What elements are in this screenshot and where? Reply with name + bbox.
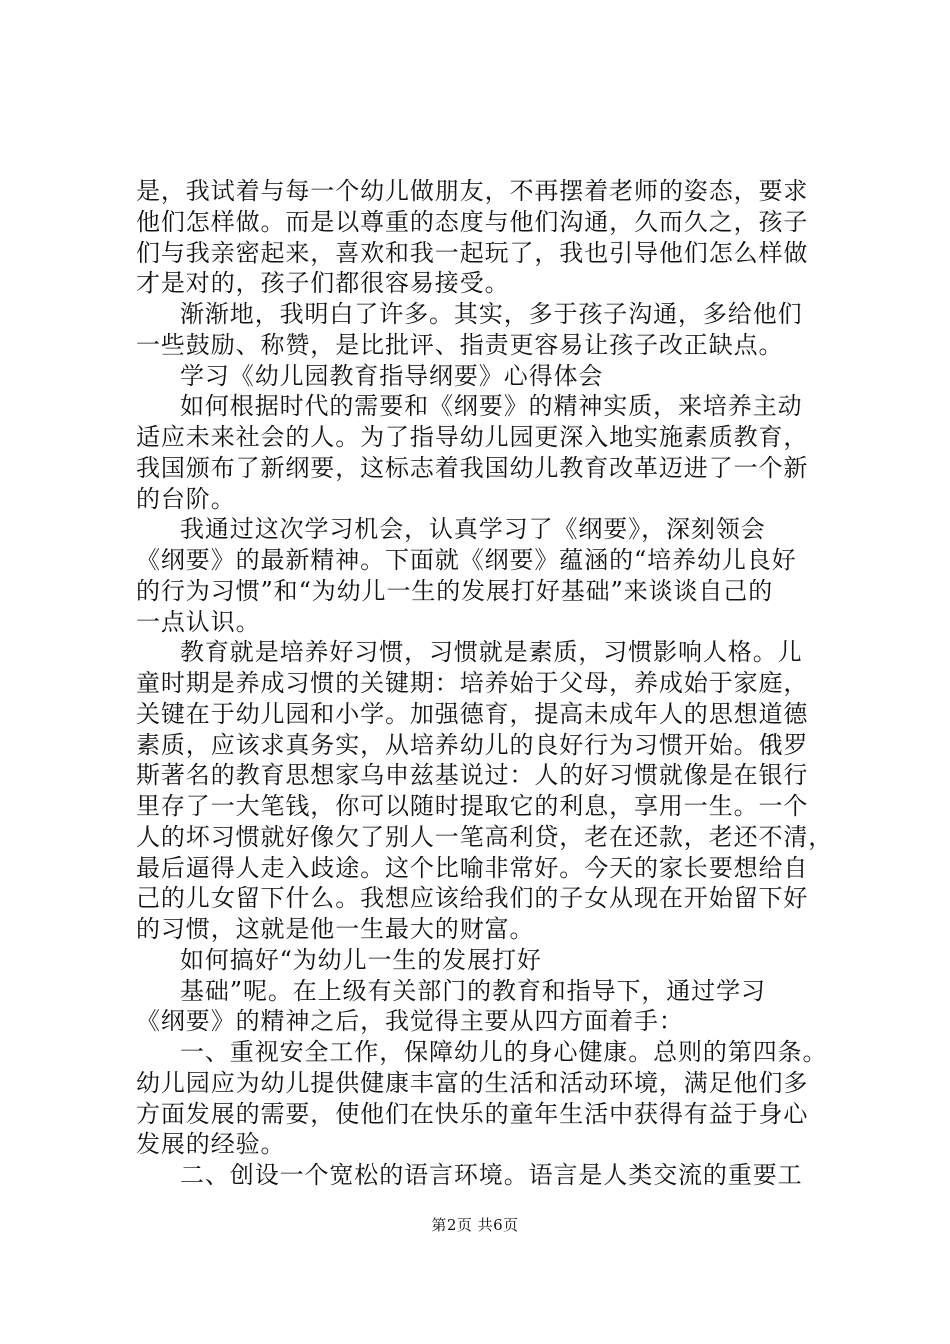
- text-line: 一点认识。: [136, 607, 261, 636]
- document-body: [136, 176, 856, 1191]
- text-line: 学习《幼儿园教育指导纲要》心得体会: [180, 361, 604, 390]
- text-line: 方面发展的需要，使他们在快乐的童年生活中获得有益于身心: [136, 1099, 809, 1128]
- text-line: 我国颁布了新纲要，这标志着我国幼儿教育改革迈进了一个新: [136, 453, 809, 482]
- text-line: 们与我亲密起来，喜欢和我一起玩了，我也引导他们怎么样做: [136, 238, 809, 267]
- text-line: 才是对的，孩子们都很容易接受。: [136, 269, 510, 298]
- text-line: 己的儿女留下什么。我想应该给我们的子女从现在开始留下好: [136, 884, 809, 913]
- text-line: 二、创设一个宽松的语言环境。语言是人类交流的重要工: [180, 1161, 803, 1189]
- text-line: 最后逼得人走入歧途。这个比喻非常好。今天的家长要想给自: [136, 853, 809, 882]
- text-line: 童时期是养成习惯的关键期：培养始于父母，养成始于家庭，: [136, 669, 809, 697]
- text-line: 发展的经验。: [136, 1130, 286, 1159]
- text-line: 如何根据时代的需要和《纲要》的精神实质，来培养主动: [180, 392, 803, 421]
- text-line: 的行为习惯”和“为幼儿一生的发展打好基础”来谈谈自己的: [136, 576, 774, 605]
- text-line: 里存了一大笔钱，你可以随时提取它的利息，享用一生。一个: [136, 792, 809, 820]
- text-line: 斯著名的教育思想家乌申兹基说过：人的好习惯就像是在银行: [136, 761, 809, 790]
- text-line: 《纲要》的最新精神。下面就《纲要》蕴涵的“培养幼儿良好: [136, 546, 797, 574]
- text-line: 教育就是培养好习惯，习惯就是素质，习惯影响人格。儿: [180, 638, 803, 667]
- page-footer: 第2页 共6页: [431, 1216, 519, 1234]
- text-line: 的台阶。: [136, 484, 236, 513]
- text-line: 如何搞好“为幼儿一生的发展打好: [180, 945, 542, 974]
- text-line: 幼儿园应为幼儿提供健康丰富的生活和活动环境，满足他们多: [136, 1068, 809, 1097]
- text-line: 适应未来社会的人。为了指导幼儿园更深入地实施素质教育，: [136, 423, 809, 451]
- text-line: 我通过这次学习机会，认真学习了《纲要》，深刻领会: [180, 515, 766, 544]
- text-line: 关键在于幼儿园和小学。加强德育，提高未成年人的思想道德: [136, 699, 809, 728]
- text-line: 渐渐地，我明白了许多。其实，多于孩子沟通，多给他们: [180, 300, 803, 328]
- text-line: 《纲要》的精神之后，我觉得主要从四方面着手：: [136, 1007, 684, 1036]
- text-line: 基础”呢。在上级有关部门的教育和指导下，通过学习: [180, 976, 766, 1005]
- text-line: 人的坏习惯就好像欠了别人一笔高利贷，老在还款，老还不清，: [136, 822, 834, 851]
- text-line: 是，我试着与每一个幼儿做朋友，不再摆着老师的姿态，要求: [136, 177, 809, 205]
- text-line: 的习惯，这就是他一生最大的财富。: [136, 915, 535, 943]
- text-line: 素质，应该求真务实，从培养幼儿的良好行为习惯开始。俄罗: [136, 730, 809, 759]
- text-line: 他们怎样做。而是以尊重的态度与他们沟通，久而久之，孩子: [136, 207, 809, 236]
- text-line: 一、重视安全工作，保障幼儿的身心健康。总则的第四条。: [180, 1038, 828, 1066]
- text-line: 一些鼓励、称赞，是比批评、指责更容易让孩子改正缺点。: [136, 330, 784, 359]
